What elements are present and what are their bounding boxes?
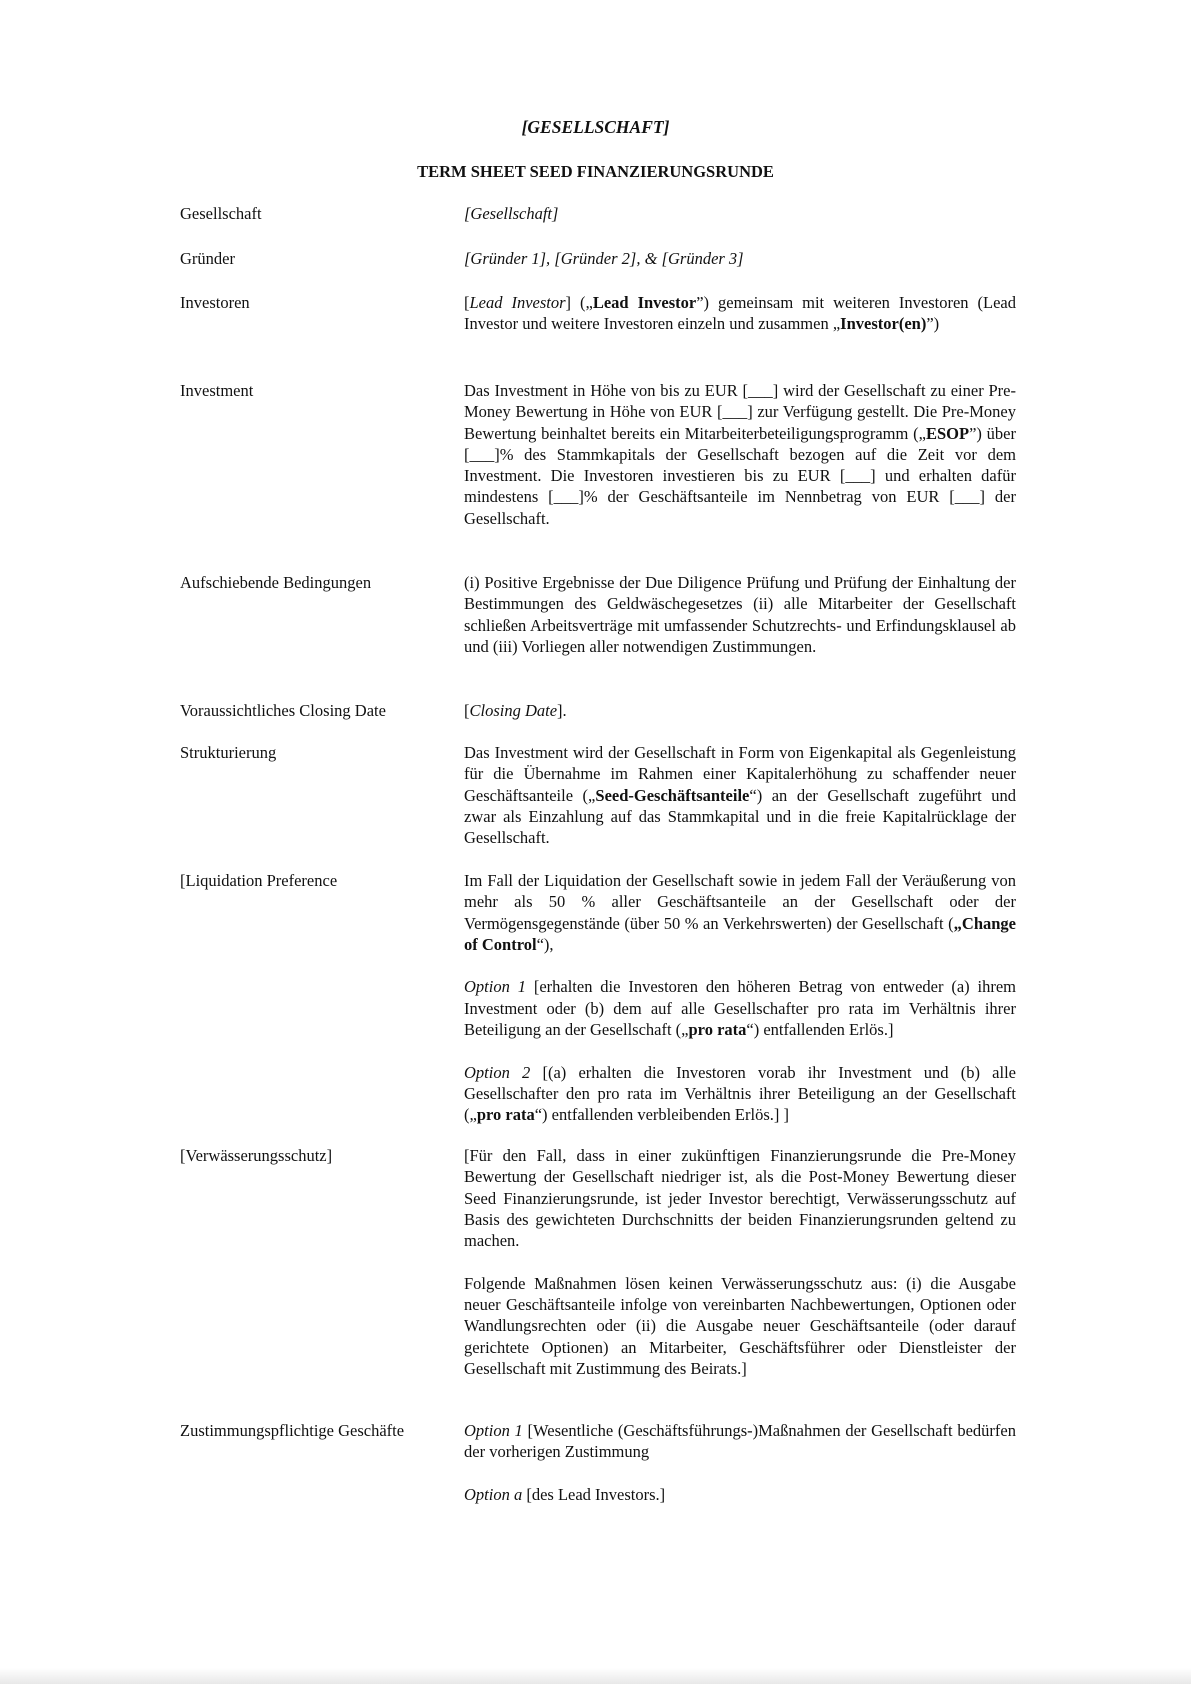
term-label: Investment [180,381,254,400]
term-value-text: [Gründer 1], [Gründer 2], & [Gründer 3] [464,249,744,268]
italic-span: Closing Date [469,701,558,720]
term-paragraph [464,976,1016,1040]
option-label: Option 2 [464,1062,531,1082]
page-bottom-edge [0,1668,1191,1684]
text-span: ”) gemeinsam mit weiteren Investoren (Lead Investor und weitere Investoren einzeln und zusammen „ [464,293,1016,334]
defined-term: „Change of Control [464,913,1016,954]
option-label: Option a [464,1484,523,1504]
term-label: Strukturierung [180,743,277,762]
term-value [464,1145,1016,1379]
term-paragraph [464,742,1016,848]
text-span: “) entfallenden Erlös.] [746,1020,894,1040]
text-span: ] („ [565,293,593,312]
term-label: Investoren [180,293,250,312]
term-label: Gesellschaft [180,204,262,223]
defined-term: Seed-Geschäftsanteile [595,785,750,805]
term-paragraph: (i) Positive Ergebnisse der Due Diligence Prüfung und Prüfung der Einhaltung der Bestimmungen des Geldwäschegesetzes (ii) alle Mitarbeiter der Gesellschaft schließen Arbeitsverträge mit umfassender Schutzrechts- und Erfindungsklausel ab und (iii) Vorliegen aller notwendigen Zustimmungen. [464,573,1016,656]
defined-term: pro rata [688,1020,747,1040]
term-label: Zustimmungspflichtige Geschäfte [180,1421,405,1440]
term-value [464,742,1016,848]
term-value [464,292,1016,335]
term-label: [Liquidation Preference [180,871,338,890]
term-label: Gründer [180,249,235,268]
text-span: “), [536,934,554,954]
text-span: [(a) erhalten die Investoren vorab ihr Investment und (b) alle Gesellschafter den pro rata im Verhältnis ihrer Beteiligung an der Gesellschaft („ [464,1062,1016,1125]
defined-term: Investor(en) [840,314,927,334]
text-span: [ [464,293,470,312]
term-value [464,870,1016,1126]
company-heading: [GESELLSCHAFT] [521,117,670,137]
text-span: Im Fall der Liquidation der Gesellschaft sowie in jedem Fall der Veräußerung von mehr als 50 % aller Geschäftsanteile an der Gesellschaft oder der Vermögensgegenstände (über 50 % an Verkehrswerten) der Gesellschaft ( [464,871,1016,933]
italic-span: Lead Investor [469,293,566,312]
text-span: [Wesentliche (Geschäftsführungs-)Maßnahmen der Gesellschaft bedürfen der vorherigen Zustimmung [464,1421,1016,1462]
term-paragraph [464,380,1016,529]
text-span: Das Investment in Höhe von bis zu EUR [___] wird der Gesellschaft zu einer Pre-Money Bewertung in Höhe von EUR [___] zur Verfügung gestellt. Die Pre-Money Bewertung beinhaltet bereits ein Mitarbeiterbeteiligungsprogramm („ [464,381,1016,443]
term-value [464,700,1016,721]
term-value [464,572,1016,657]
term-paragraph [464,292,1016,335]
term-value-text: [Gesellschaft] [464,204,559,223]
text-span: ”) [926,314,940,334]
term-paragraph [464,1062,1016,1126]
text-span: “) entfallenden verbleibenden Erlös.] ] [534,1105,789,1125]
term-value [464,1420,1016,1505]
defined-term: Lead Investor [592,293,697,312]
option-label: Option 1 [464,1421,523,1440]
text-span: “) an der Gesellschaft zugeführt und zwar als Einzahlung auf das Stammkapital und in die freie Kapitalrücklage der Gesellschaft. [464,785,1016,848]
defined-term: ESOP [925,423,970,443]
text-span: Das Investment wird der Gesellschaft in Form von Eigenkapital als Gegenleistung für die Übernahme im Rahmen einer Kapitalerhöhung zu schaffender neuer Geschäftsanteile („ [464,743,1016,805]
term-paragraph [464,1484,1016,1505]
term-label: Aufschiebende Bedingungen [180,573,372,592]
term-value [464,380,1016,529]
term-paragraph [464,1420,1016,1463]
option-label: Option 1 [464,977,526,997]
text-span: [des Lead Investors.] [522,1484,666,1504]
term-paragraph: Folgende Maßnahmen lösen keinen Verwässerungsschutz aus: (i) die Ausgabe neuer Geschäftsanteile infolge von vereinbarten Nachbewertungen, Optionen oder Wandlungsrechten oder (ii) die Ausgabe neuer Geschäftsanteile (oder darauf gerichtete Optionen) an Mitarbeiter, Geschäftsführer oder Dienstleister der Gesellschaft mit Zustimmung des Beirats.] [464,1273,1016,1378]
defined-term: pro rata [476,1105,535,1125]
text-span: [erhalten die Investoren den höheren Betrag von entweder (a) ihrem Investment oder (b) dem auf alle Gesellschafter pro rata im Verhältnis ihrer Beteiligung an der Gesellschaft („ [464,977,1016,1040]
term-value [464,248,1016,269]
term-value [464,203,1016,224]
term-label: Voraussichtliches Closing Date [180,701,386,720]
term-paragraph [464,870,1016,955]
text-span: ]. [557,701,567,720]
document-title: TERM SHEET SEED FINANZIERUNGSRUNDE [417,162,774,181]
text-span: ”) über [___]% des Stammkapitals der Gesellschaft bezogen auf die Zeit vor dem Investment. Die Investoren investieren bis zu EUR [___] und erhalten dafür mindestens [___]% der Geschäftsanteile im Nennbetrag von EUR [___] der Gesellschaft. [464,423,1017,528]
term-label: [Verwässerungsschutz] [180,1146,333,1165]
text-span: [ [464,701,470,720]
term-paragraph: [Für den Fall, dass in einer zukünftigen Finanzierungsrunde die Pre-Money Bewertung der Gesellschaft niedriger ist, als die Post-Money Bewertung dieser Seed Finanzierungsrunde, ist jeder Investor berechtigt, Verwässerungsschutz auf Basis des gewichteten Durchschnitts der beiden Finanzierungsrunden geltend zu machen. [464,1146,1016,1251]
